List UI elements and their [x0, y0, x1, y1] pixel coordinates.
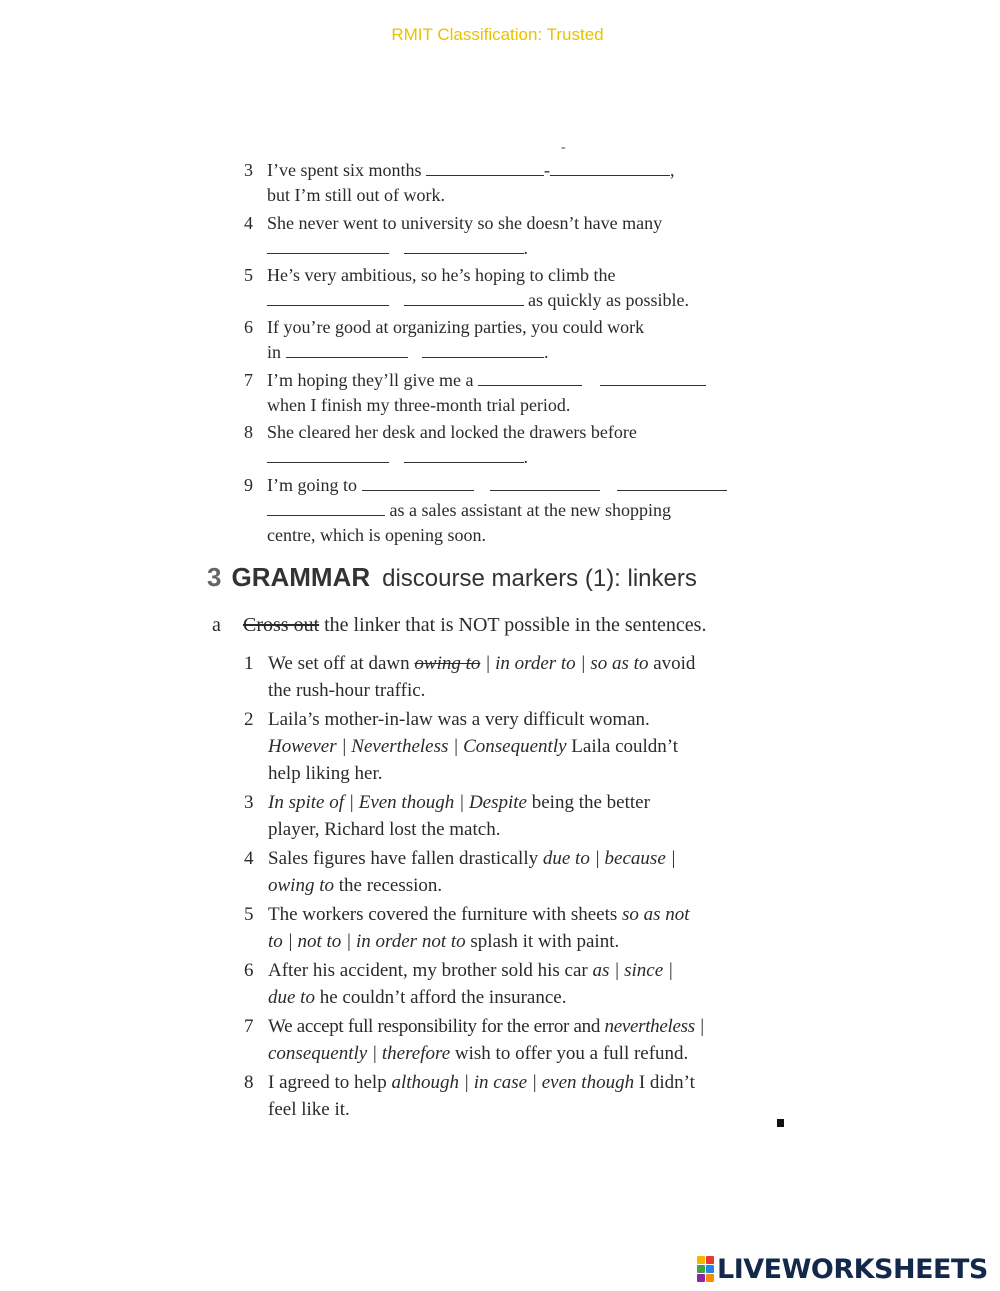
- answer-blank[interactable]: [267, 448, 389, 463]
- item-text: .: [544, 342, 549, 362]
- instruction-letter: a: [212, 614, 221, 636]
- item-line: [268, 901, 690, 928]
- section-title: GRAMMAR: [231, 562, 371, 592]
- item-number: 1: [244, 653, 254, 674]
- linker-options[interactable]: although | in case | even though: [391, 1072, 635, 1093]
- item-text: I’m going to: [267, 475, 357, 495]
- item-text: when I finish my three-month trial period.: [267, 395, 571, 415]
- item-line: [268, 1069, 695, 1096]
- item-text: centre, which is opening soon.: [267, 525, 486, 545]
- item-line: [267, 498, 671, 523]
- answer-blank[interactable]: [267, 291, 389, 306]
- answer-blank[interactable]: [286, 343, 408, 358]
- answer-blank[interactable]: [550, 161, 670, 176]
- item-text: After his accident, my brother sold his car: [268, 960, 593, 981]
- item-text: Sales figures have fallen drastically: [268, 848, 543, 869]
- answer-blank[interactable]: [267, 239, 389, 254]
- linker-option-struck[interactable]: owing to: [414, 653, 481, 674]
- item-text: She never went to university so she doesn’t have many: [267, 213, 663, 233]
- item-text: as quickly as possible.: [528, 290, 689, 310]
- item-text: in: [267, 342, 282, 362]
- logo-grid-icon: [697, 1256, 714, 1282]
- item-text: avoid: [648, 653, 696, 674]
- linker-options[interactable]: as | since |: [592, 960, 674, 981]
- item-line: [267, 445, 528, 470]
- linker-options[interactable]: owing to: [268, 875, 334, 896]
- linker-options[interactable]: so as not: [622, 904, 690, 925]
- section-heading: [207, 562, 697, 593]
- answer-blank[interactable]: [267, 501, 385, 516]
- answer-blank[interactable]: [600, 371, 706, 386]
- item-number: 6: [244, 317, 253, 337]
- liveworksheets-logo[interactable]: [697, 1252, 988, 1286]
- instruction-text: the linker that is NOT possible in the sentences.: [319, 614, 707, 636]
- item-text: being the better: [526, 792, 650, 813]
- item-text: We accept full responsibility for the error and: [268, 1016, 605, 1037]
- item-line: [268, 789, 650, 816]
- item-number: 5: [244, 265, 253, 285]
- item-text: I’ve spent six months: [267, 160, 422, 180]
- item-text: .: [523, 238, 528, 258]
- answer-blank[interactable]: [478, 371, 582, 386]
- instruction: [212, 614, 706, 637]
- item-line: [267, 473, 727, 498]
- item-text: The workers covered the furniture with sheets: [268, 904, 623, 925]
- answer-blank[interactable]: [362, 476, 474, 491]
- linker-options[interactable]: due to | because |: [542, 848, 676, 869]
- item-text: player, Richard lost the match.: [268, 819, 501, 840]
- item-line: [268, 957, 673, 984]
- item-text: feel like it.: [268, 1099, 350, 1120]
- end-of-section-marker: [777, 1119, 784, 1127]
- item-text: as a sales assistant at the new shopping: [389, 500, 671, 520]
- section-number: 3: [207, 562, 222, 592]
- item-number: 7: [244, 370, 253, 390]
- item-number: 4: [244, 848, 254, 869]
- item-number: 7: [244, 1016, 254, 1037]
- item-number: 6: [244, 960, 254, 981]
- logo-text: LIVEWORKSHEETS: [717, 1253, 988, 1285]
- item-text: I’m hoping they’ll give me a: [267, 370, 474, 390]
- item-line: [267, 236, 528, 261]
- instruction-struck-text: Cross out: [243, 614, 320, 636]
- item-text: wish to offer you a full refund.: [450, 1043, 689, 1064]
- item-line: [268, 1040, 688, 1067]
- item-line: [267, 368, 706, 393]
- item-text: the rush-hour traffic.: [268, 680, 426, 701]
- item-number: 3: [244, 792, 254, 813]
- item-text: He’s very ambitious, so he’s hoping to climb the: [267, 265, 616, 285]
- section-subtitle: discourse markers (1): linkers: [382, 565, 697, 592]
- linker-options[interactable]: consequently | therefore: [268, 1043, 451, 1064]
- item-text: Laila couldn’t: [566, 736, 679, 757]
- item-text: She cleared her desk and locked the drawers before: [267, 422, 637, 442]
- linker-options[interactable]: However | Nevertheless | Consequently: [268, 736, 567, 757]
- item-line: [267, 340, 549, 365]
- item-line: [268, 872, 442, 899]
- linker-options[interactable]: | in order to | so as to: [480, 653, 649, 674]
- item-text: I agreed to help: [268, 1072, 392, 1093]
- item-number: 2: [244, 709, 254, 730]
- item-number: 5: [244, 904, 254, 925]
- hyphen-text: -: [544, 160, 550, 180]
- item-text: We set off at dawn: [268, 653, 415, 674]
- item-text: I didn’t: [634, 1072, 695, 1093]
- item-number: 8: [244, 422, 253, 442]
- answer-blank[interactable]: [404, 239, 524, 254]
- item-text: splash it with paint.: [465, 931, 620, 952]
- answer-blank[interactable]: [490, 476, 600, 491]
- item-number: 3: [244, 160, 253, 180]
- item-line: [268, 733, 678, 760]
- answer-blank[interactable]: [617, 476, 727, 491]
- answer-blank[interactable]: [422, 343, 544, 358]
- item-text: but I’m still out of work.: [267, 185, 445, 205]
- item-text: the recession.: [333, 875, 443, 896]
- classification-label: RMIT Classification: Trusted: [391, 25, 604, 44]
- item-text: help liking her.: [268, 763, 383, 784]
- item-number: 4: [244, 213, 253, 233]
- item-text: ,: [670, 160, 675, 180]
- answer-blank[interactable]: [404, 291, 524, 306]
- item-line: [267, 158, 675, 183]
- answer-blank[interactable]: [404, 448, 524, 463]
- item-line: [268, 845, 676, 872]
- linker-options[interactable]: In spite of | Even though | Despite: [268, 792, 527, 813]
- item-line: [268, 1013, 704, 1040]
- item-text: .: [523, 447, 528, 467]
- item-line: [268, 928, 619, 955]
- linker-options[interactable]: due to: [268, 987, 315, 1008]
- stray-dash-mark: -: [561, 140, 566, 155]
- item-text: Laila’s mother-in-law was a very difficult woman.: [268, 709, 650, 730]
- item-line: [267, 288, 689, 313]
- item-line: [268, 984, 566, 1011]
- answer-blank[interactable]: [426, 161, 544, 176]
- item-text: If you’re good at organizing parties, you could work: [267, 317, 645, 337]
- item-number: 8: [244, 1072, 254, 1093]
- item-line: [268, 650, 695, 677]
- item-number: 9: [244, 475, 253, 495]
- linker-options[interactable]: nevertheless |: [604, 1016, 705, 1037]
- item-text: he couldn’t afford the insurance.: [314, 987, 567, 1008]
- linker-options[interactable]: to | not to | in order not to: [268, 931, 466, 952]
